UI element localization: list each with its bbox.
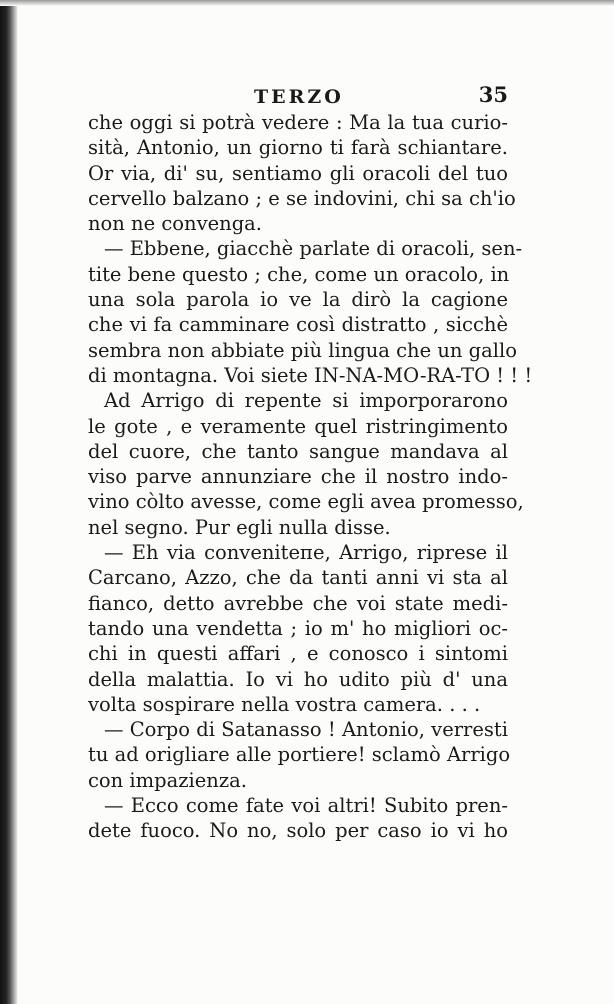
text-line: le gote , e veramente quel ristringimento xyxy=(88,414,508,438)
book-spine-shadow xyxy=(0,0,18,1004)
text-line: dete fuoco. No no, solo per caso io vi ho xyxy=(88,819,508,843)
text-line: del cuore, che tanto sangue mandava al xyxy=(88,439,508,463)
text-line: vino còlto avesse, come egli avea promesso, xyxy=(88,490,524,514)
text-line: fianco, detto avrebbe che voi state medi- xyxy=(88,591,508,615)
text-line: cervello balzano ; e se indovini, chi sa ch'io xyxy=(88,186,516,210)
text-line: — Ecco come fate voi altri! Subito pren- xyxy=(104,794,508,818)
text-line: — Eh via conveniteпе, Arrigo, riprese il xyxy=(104,541,508,565)
text-line: sità, Antonio, un giorno ti farà schiantare. xyxy=(88,136,508,160)
running-head: TERZO xyxy=(254,86,344,108)
body-text xyxy=(88,110,533,844)
text-line: tite bene questo ; che, come un oracolo, in xyxy=(88,262,510,286)
text-line: volta sospirare nella vostra camera. . . . xyxy=(88,692,481,716)
text-line: nel segno. Pur egli nulla disse. xyxy=(88,515,391,539)
text-line: sembra non abbiate più lingua che un gallo xyxy=(88,338,517,362)
text-line: viso parve annunziare che il nostro indo- xyxy=(88,465,508,489)
page-number: 35 xyxy=(478,82,508,107)
text-line: che oggi si potrà vedere : Ma la tua curio- xyxy=(88,111,508,134)
text-line: Ad Arrigo di repente si imporporarono xyxy=(104,389,508,413)
text-line: non ne convenga. xyxy=(88,212,262,236)
text-line: che vi fa camminare così distratto , sicchè xyxy=(88,313,508,337)
text-line: della malattia. Io vi ho udito più d' una xyxy=(88,667,508,691)
text-line: una sola parola io ve la dirò la cagione xyxy=(88,288,508,312)
text-line: chi in questi affari , e conosco i sintomi xyxy=(88,642,508,666)
text-line: tu ad origliare alle portiere! sclamò Arrigo xyxy=(88,743,511,767)
text-line: — Corpo di Satanasso ! Antonio, verresti xyxy=(104,718,508,742)
text-line: con impazienza. xyxy=(88,768,247,792)
page-header xyxy=(88,82,508,110)
text-line: Carcano, Azzo, che da tanti anni vi sta al xyxy=(88,566,508,590)
text-line: tando una vendetta ; io m' ho migliori oc- xyxy=(88,616,508,640)
text-line: Or via, di' su, sentiamo gli oracoli del tuo xyxy=(88,161,508,185)
text-line: di montagna. Voi siete IN-NA-MO-RA-TO ! ! ! xyxy=(88,363,533,387)
text-line: — Ebbene, giacchè parlate di oracoli, sen- xyxy=(104,237,523,261)
page-top-edge xyxy=(0,0,614,6)
